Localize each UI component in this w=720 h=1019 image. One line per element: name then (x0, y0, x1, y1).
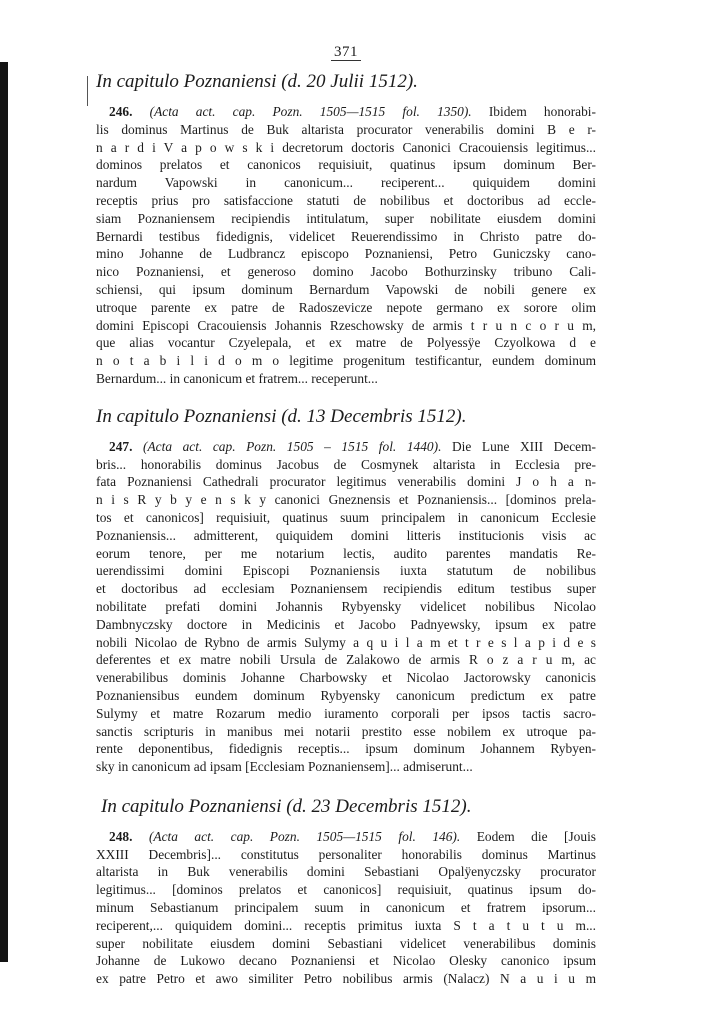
text-line: Poznaniensibus eundem dominum Rybyensky canonicum predictum ex patre (96, 687, 596, 703)
text-line: nardum Vapowski in canonicum... reciperent... quiquidem domini (96, 175, 596, 191)
text-line: utroque parente ex patre de Radoszevicze nepote germano ex sorore olim (96, 299, 596, 315)
entry-number: 248. (109, 828, 133, 844)
text-line: que alias vocantur Czyelepala, et ex matre de Polyessÿe Czyolkowa d e (96, 335, 596, 351)
text-line: nobili Nicolao de Rybno de armis Sulymy a q u i l a m et t r e s l a p i d e s (96, 634, 596, 650)
text-line: n o t a b i l i d o m o legitime progenitum testificantur, eundem dominum (96, 353, 596, 369)
text-line: rente deponentibus, fidedignis receptis... ipsum dominum Johannem Rybyen- (96, 741, 596, 757)
text-line: XXIII Decembris]... constitutus personaliter honorabilis dominus Martinus (96, 846, 596, 862)
text-line: venerabilibus dominis Johanne Charbowsky et Nicolao Jactorowsky canonicis (96, 670, 596, 686)
entry-246 (96, 103, 596, 388)
entry-first-line (96, 828, 596, 846)
document-page (96, 44, 596, 988)
text-line: lis dominus Martinus de Buk altarista procurator venerabilis domini B e r- (96, 121, 596, 137)
section-heading: In capitulo Poznaniensi (d. 13 Decembris 1512). (96, 405, 467, 427)
margin-mark (87, 76, 88, 106)
text-line: sky in canonicum ad ipsam [Ecclesiam Poznaniensem]... admiserunt... (96, 759, 473, 775)
text-line: Bernardum... in canonicum et fratrem... receperunt... (96, 370, 378, 386)
text-line: Eodem die [Jouis (460, 828, 597, 844)
text-line: nobilitate prefati domini Johannis Rybyensky videlicet nobilibus Nicolao (96, 598, 596, 614)
text-line: dominos prelatos et canonicos requisiuit, quatinus ipsum dominum Ber- (96, 157, 596, 173)
entry-first-line (96, 438, 596, 456)
text-line: super nobilitate eiusdem domini Sebastiani videlicet venerabilibus dominis (96, 935, 596, 951)
text-line: et doctoribus ad ecclesiam Poznaniensem recipiendis editum testibus super (96, 581, 596, 597)
entry-citation: (Acta act. cap. Pozn. 1505 – 1515 fol. 1440). (143, 438, 442, 454)
text-line: n a r d i V a p o w s k i decretorum doctoris Canonici Cracouiensis legitimus... (96, 139, 596, 155)
section-heading: In capitulo Poznaniensi (d. 20 Julii 1512). (96, 71, 418, 92)
entry-247 (96, 438, 596, 776)
text-line: uerendissimi domini Episcopi Poznaniensis iuxta statutum de nobilibus (96, 563, 596, 579)
entry-citation: (Acta act. cap. Pozn. 1505—1515 fol. 1350). (149, 104, 472, 119)
text-line: domini Episcopi Cracouiensis Johannis Rzeschowsky de armis t r u n c o r u m, (96, 317, 596, 333)
text-line: nico Poznaniensi, et generoso domino Jacobo Bothurzinsky tribuno Cali- (96, 264, 596, 280)
text-line: fata Poznaniensi Cathedrali procurator legitimus venerabilis domini J o h a n- (96, 474, 596, 490)
text-line: Dambnyczsky doctore in Medicinis et Jacobo Padnyewsky, ipsum ex patre (96, 616, 596, 632)
text-line: tos et canonicos] requisiuit, quatinus suum principalem in canonicum Ecclesie (96, 509, 596, 525)
text-line: mino Johanne de Ludbrancz episcopo Poznaniensi, Petro Guniczsky cano- (96, 246, 596, 262)
section-heading: In capitulo Poznaniensi (d. 23 Decembris 1512). (101, 795, 472, 817)
text-line: n i s R y b y e n s k y canonici Gneznensis et Poznaniensis... [dominos prela- (96, 492, 596, 508)
entry-number: 247. (109, 438, 133, 454)
text-line: siam Poznaniensem recipiendis intitulatum, super nobilitate eiusdem domini (96, 210, 596, 226)
text-line: Die Lune XIII Decem- (441, 438, 596, 454)
entry-number: 246. (109, 104, 133, 119)
text-line: reciperent,... quiquidem domini... receptis primitus iuxta S t a t u t u m... (96, 917, 596, 933)
text-line: eorum tenore, per me notarium lectis, audito parentes mandatis Re- (96, 545, 596, 561)
text-line: Sulymy et matre Rozarum medio iuramento corporali per ipsos tactis sacro- (96, 705, 596, 721)
text-line: ex patre Petro et awo similiter Petro nobilibus armis (Nalacz) N a u i u m (96, 971, 596, 987)
text-line: Poznaniensis... admitterent, quiquidem domini litteris institucionis visis ac (96, 527, 596, 543)
entry-first-line (96, 103, 596, 121)
text-line: minum Sebastianum principalem suum in canonicum et fratrem ipsorum... (96, 900, 596, 916)
text-line: altarista in Buk venerabilis domini Sebastiani Opalÿenyczsky procurator (96, 864, 596, 880)
text-line: Ibidem honorabi- (471, 104, 596, 119)
entry-citation: (Acta act. cap. Pozn. 1505—1515 fol. 146). (148, 828, 461, 844)
scan-edge-shadow (0, 62, 8, 962)
text-line: receptis prius pro satisfaccione statuti de nobilibus et doctoribus ad eccle- (96, 192, 596, 208)
page-number: 371 (96, 44, 596, 61)
text-line: schiensi, qui ipsum dominum Bernardum Vapowski de nobili genere ex (96, 281, 596, 297)
text-line: bris... honorabilis dominus Jacobus de Cosmynek altarista in Ecclesia pre- (96, 456, 596, 472)
text-line: deferentes et ex matre nobili Ursula de Zalakowo de armis R o z a r u m, ac (96, 652, 596, 668)
text-line: Bernardi testibus fidedignis, videlicet Reuerendissimo in Christo patre do- (96, 228, 596, 244)
text-line: sanctis scripturis in manibus mei notarii prestito esse nobilem ex utroque pa- (96, 723, 596, 739)
text-line: legitimus... [dominos prelatos et canonicos] requisiuit, quatinus ipsum do- (96, 882, 596, 898)
text-line: Johanne de Lukowo decano Poznaniensi et Nicolao Olesky canonico ipsum (96, 953, 596, 969)
entry-248 (96, 828, 596, 988)
